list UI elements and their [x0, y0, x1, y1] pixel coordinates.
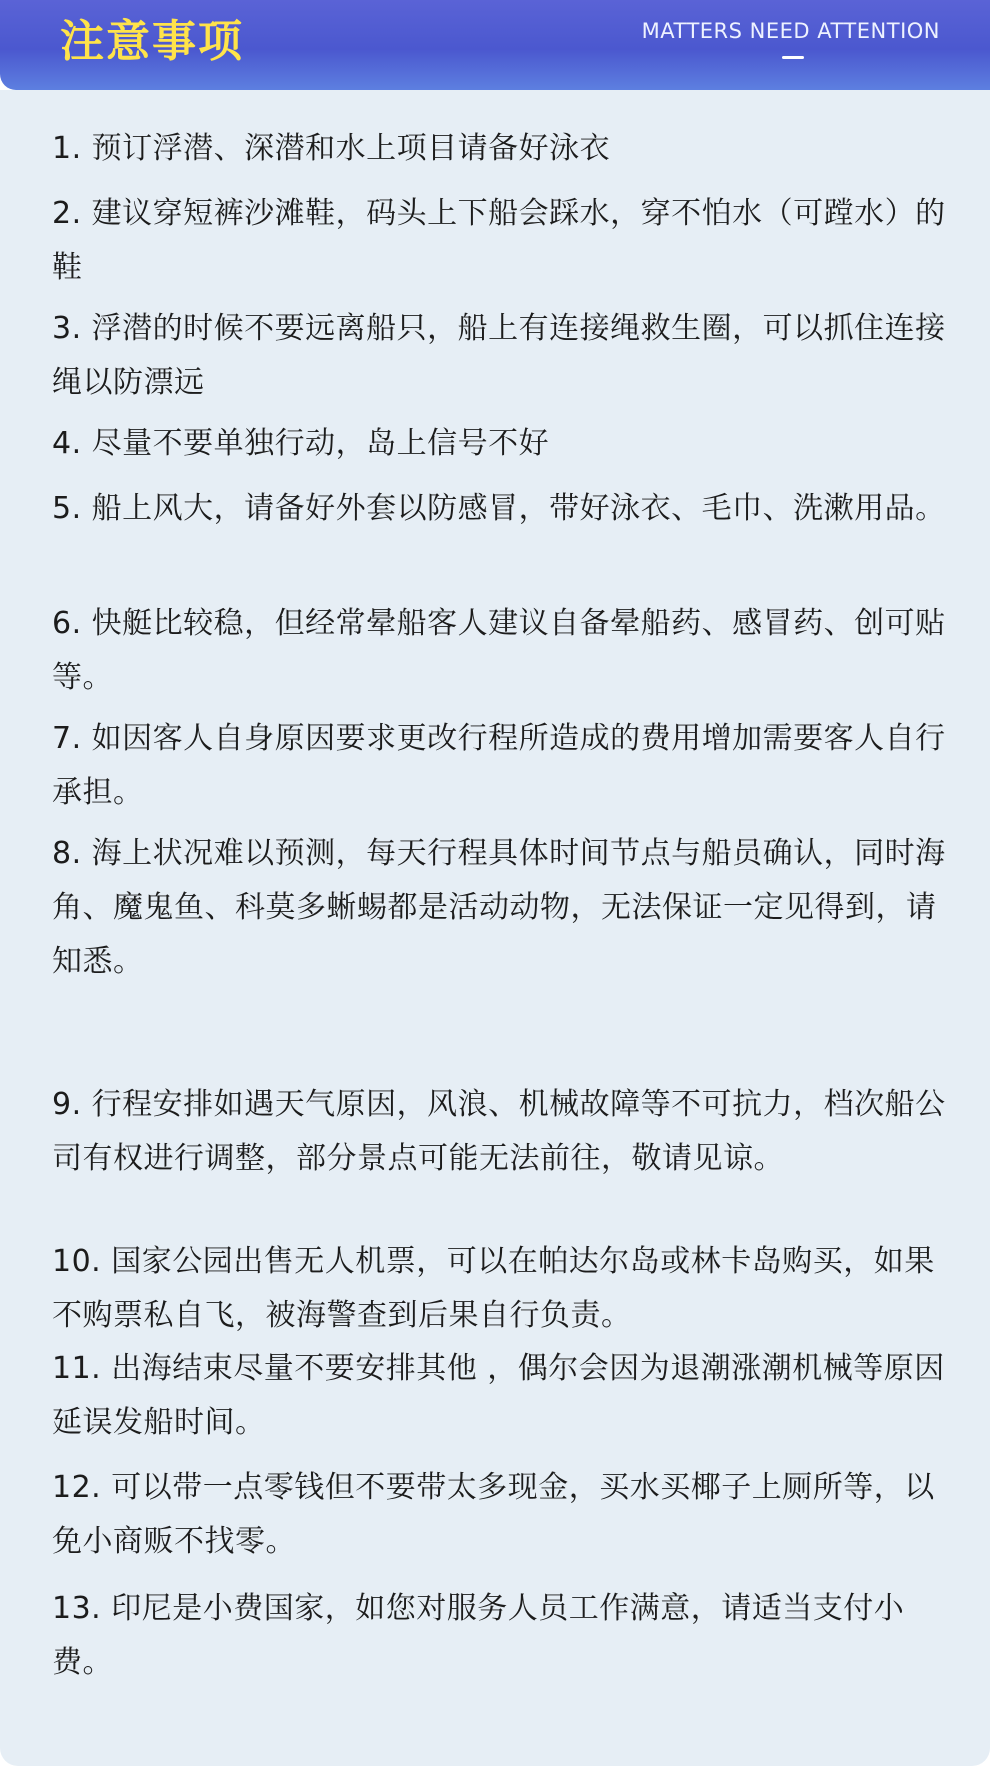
- notice-item-1: 1. 预订浮潜、深潜和水上项目请备好泳衣: [52, 131, 611, 166]
- notice-item-7: 7. 如因客人自身原因要求更改行程所造成的费用增加需要客人自行承担。: [52, 721, 946, 810]
- notice-item-5: 5. 船上风大，请备好外套以防感冒，带好泳衣、毛巾、洗漱用品。: [52, 491, 946, 526]
- notice-item-9: 9. 行程安排如遇天气原因，风浪、机械故障等不可抗力，档次船公司有权进行调整，部分景点可能无法前往，敬请见谅。: [52, 1087, 946, 1176]
- subtitle-underline: [782, 56, 804, 59]
- notice-item-4: 4. 尽量不要单独行动，岛上信号不好: [52, 426, 550, 461]
- notice-item-2: 2. 建议穿短裤沙滩鞋，码头上下船会踩水，穿不怕水（可蹚水）的鞋: [52, 196, 946, 285]
- notice-item-3: 3. 浮潜的时候不要远离船只，船上有连接绳救生圈，可以抓住连接绳以防漂远: [52, 311, 946, 400]
- page-subtitle: MATTERS NEED ATTENTION: [641, 19, 940, 43]
- notice-item-11: 11. 出海结束尽量不要安排其他 ，偶尔会因为退潮涨潮机械等原因延误发船时间。: [52, 1351, 945, 1440]
- notice-item-8: 8. 海上状况难以预测，每天行程具体时间节点与船员确认，同时海角、魔鬼鱼、科莫多蜥蜴都是活动动物，无法保证一定见得到，请知悉。: [52, 836, 946, 979]
- notice-item-13: 13. 印尼是小费国家，如您对服务人员工作满意，请适当支付小费。: [52, 1591, 905, 1680]
- page-title: 注意事项: [60, 16, 244, 67]
- notice-item-12: 12. 可以带一点零钱但不要带太多现金，买水买椰子上厕所等，以免小商贩不找零。: [52, 1470, 935, 1559]
- header-banner: [0, 0, 990, 90]
- notice-item-10: 10. 国家公园出售无人机票，可以在帕达尔岛或林卡岛购买，如果不购票私自飞，被海警查到后果自行负责。: [52, 1244, 935, 1333]
- notice-item-6: 6. 快艇比较稳，但经常晕船客人建议自备晕船药、感冒药、创可贴等。: [52, 606, 946, 695]
